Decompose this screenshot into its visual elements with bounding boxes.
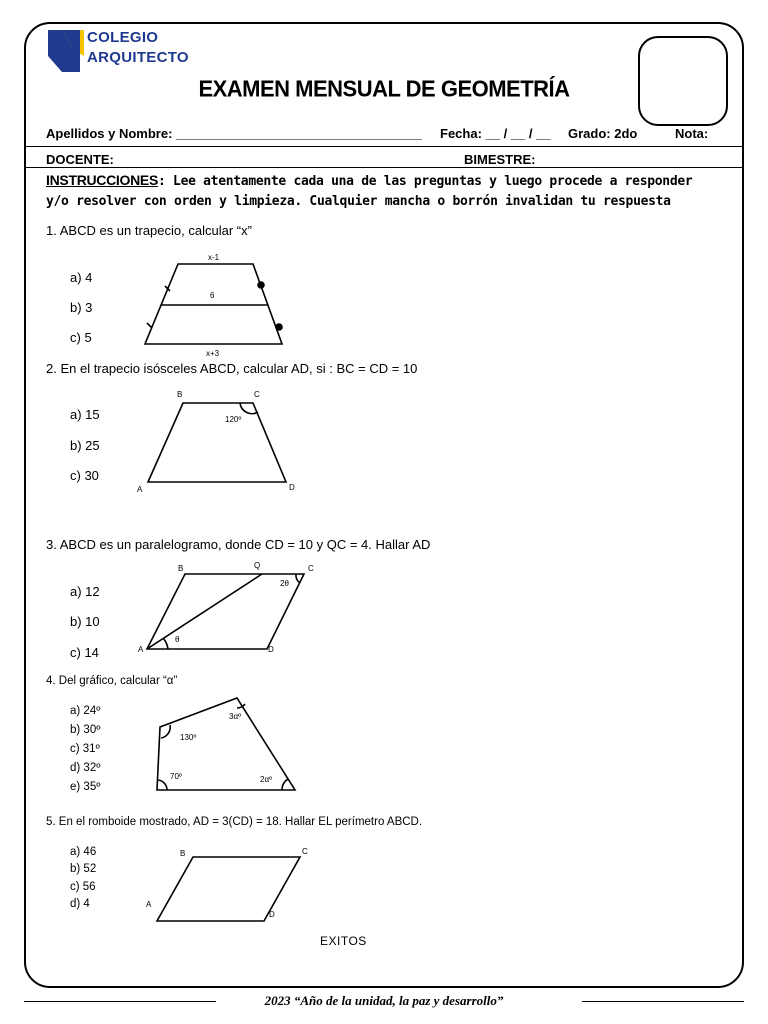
question-5: 5. En el romboide mostrado, AD = 3(CD) = 18. Hallar EL perímetro ABCD. bbox=[46, 816, 423, 828]
footer-line-right bbox=[582, 1001, 744, 1002]
q1-option-a: a) 4 bbox=[70, 270, 93, 285]
question-2: 2. En el trapecio isósceles ABCD, calcular AD, si : BC = CD = 10 bbox=[46, 361, 418, 376]
q1-option-b: b) 3 bbox=[70, 300, 93, 315]
grade-box bbox=[638, 36, 728, 126]
q4-angle-70: 70º bbox=[170, 772, 182, 781]
q4-option-d: d) 32º bbox=[70, 762, 101, 774]
q5-option-d: d) 4 bbox=[70, 898, 90, 910]
q4-angle-3alpha: 3αº bbox=[229, 712, 241, 721]
q4-angle-130: 130º bbox=[180, 733, 197, 742]
q1-label-mid: 6 bbox=[210, 291, 215, 300]
q3-label-b: B bbox=[178, 564, 184, 573]
q1-trapezoid-figure bbox=[145, 264, 282, 344]
q1-option-c: c) 5 bbox=[70, 330, 92, 345]
q4-option-a: a) 24º bbox=[70, 705, 101, 717]
school-name-line2: ARQUITECTO bbox=[87, 49, 189, 66]
q5-option-a: a) 46 bbox=[70, 846, 97, 858]
q5-label-a: A bbox=[146, 900, 152, 909]
question-3: 3. ABCD es un paralelogramo, donde CD = 10 y QC = 4. Hallar AD bbox=[46, 537, 431, 552]
school-logo bbox=[48, 30, 84, 72]
school-name-line1: COLEGIO bbox=[87, 29, 159, 46]
q3-option-b: b) 10 bbox=[70, 614, 100, 629]
closing-text: EXITOS bbox=[320, 934, 367, 948]
q2-option-a: a) 15 bbox=[70, 407, 100, 422]
question-1: 1. ABCD es un trapecio, calcular “x” bbox=[46, 223, 252, 238]
grade-note-label: Nota: bbox=[675, 126, 709, 141]
q2-label-a: A bbox=[137, 485, 143, 494]
exam-title: EXAMEN MENSUAL DE GEOMETRÍA bbox=[198, 75, 570, 102]
q1-label-bottom: x+3 bbox=[206, 349, 220, 358]
q3-label-a: A bbox=[138, 645, 144, 654]
school-name bbox=[87, 28, 189, 68]
q3-angle-2theta: 2θ bbox=[280, 579, 289, 588]
grade-label: Grado: 2do bbox=[568, 126, 638, 141]
q3-label-d: D bbox=[268, 645, 274, 654]
q5-label-c: C bbox=[302, 847, 308, 856]
q3-label-c: C bbox=[308, 564, 314, 573]
q3-option-c: c) 14 bbox=[70, 645, 99, 660]
q5-label-d: D bbox=[269, 910, 275, 919]
q2-label-b: B bbox=[177, 390, 183, 399]
header-divider-top bbox=[26, 146, 742, 147]
footer-motto: 2023 “Año de la unidad, la paz y desarrollo” bbox=[264, 993, 504, 1008]
q2-trapezoid-figure bbox=[148, 403, 286, 482]
q5-option-b: b) 52 bbox=[70, 863, 97, 875]
date-field-label: Fecha: __ / __ / __ bbox=[440, 126, 551, 141]
teacher-label: DOCENTE: bbox=[46, 152, 114, 167]
q2-label-c: C bbox=[254, 390, 260, 399]
instructions-heading: INSTRUCCIONES bbox=[46, 172, 158, 188]
q3-label-q: Q bbox=[254, 561, 261, 570]
q4-option-e: e) 35º bbox=[70, 781, 101, 793]
q4-option-b: b) 30º bbox=[70, 724, 101, 736]
q4-angle-2alpha: 2αº bbox=[260, 775, 272, 784]
q5-rhomboid-figure bbox=[157, 857, 300, 921]
name-field-label: Apellidos y Nombre: __________________________________ bbox=[46, 126, 422, 141]
term-label: BIMESTRE: bbox=[464, 152, 536, 167]
q2-angle-label: 120º bbox=[225, 415, 242, 424]
q4-option-c: c) 31º bbox=[70, 743, 100, 755]
q2-label-d: D bbox=[289, 483, 295, 492]
header-divider-bottom bbox=[26, 167, 742, 168]
q3-option-a: a) 12 bbox=[70, 584, 100, 599]
q2-option-c: c) 30 bbox=[70, 468, 99, 483]
question-4: 4. Del gráfico, calcular “α” bbox=[46, 675, 178, 687]
q5-label-b: B bbox=[180, 849, 186, 858]
q3-angle-theta: θ bbox=[175, 635, 180, 644]
instructions-text: : Lee atentamente cada una de las preguntas y luego procede a responder y/o resolver con orden y limpieza. Cualquier mancha o borrón invalidan tu respuesta bbox=[46, 174, 693, 209]
q5-option-c: c) 56 bbox=[70, 881, 96, 893]
instructions bbox=[46, 170, 716, 212]
q2-option-b: b) 25 bbox=[70, 438, 100, 453]
q1-label-top: x-1 bbox=[208, 253, 220, 262]
